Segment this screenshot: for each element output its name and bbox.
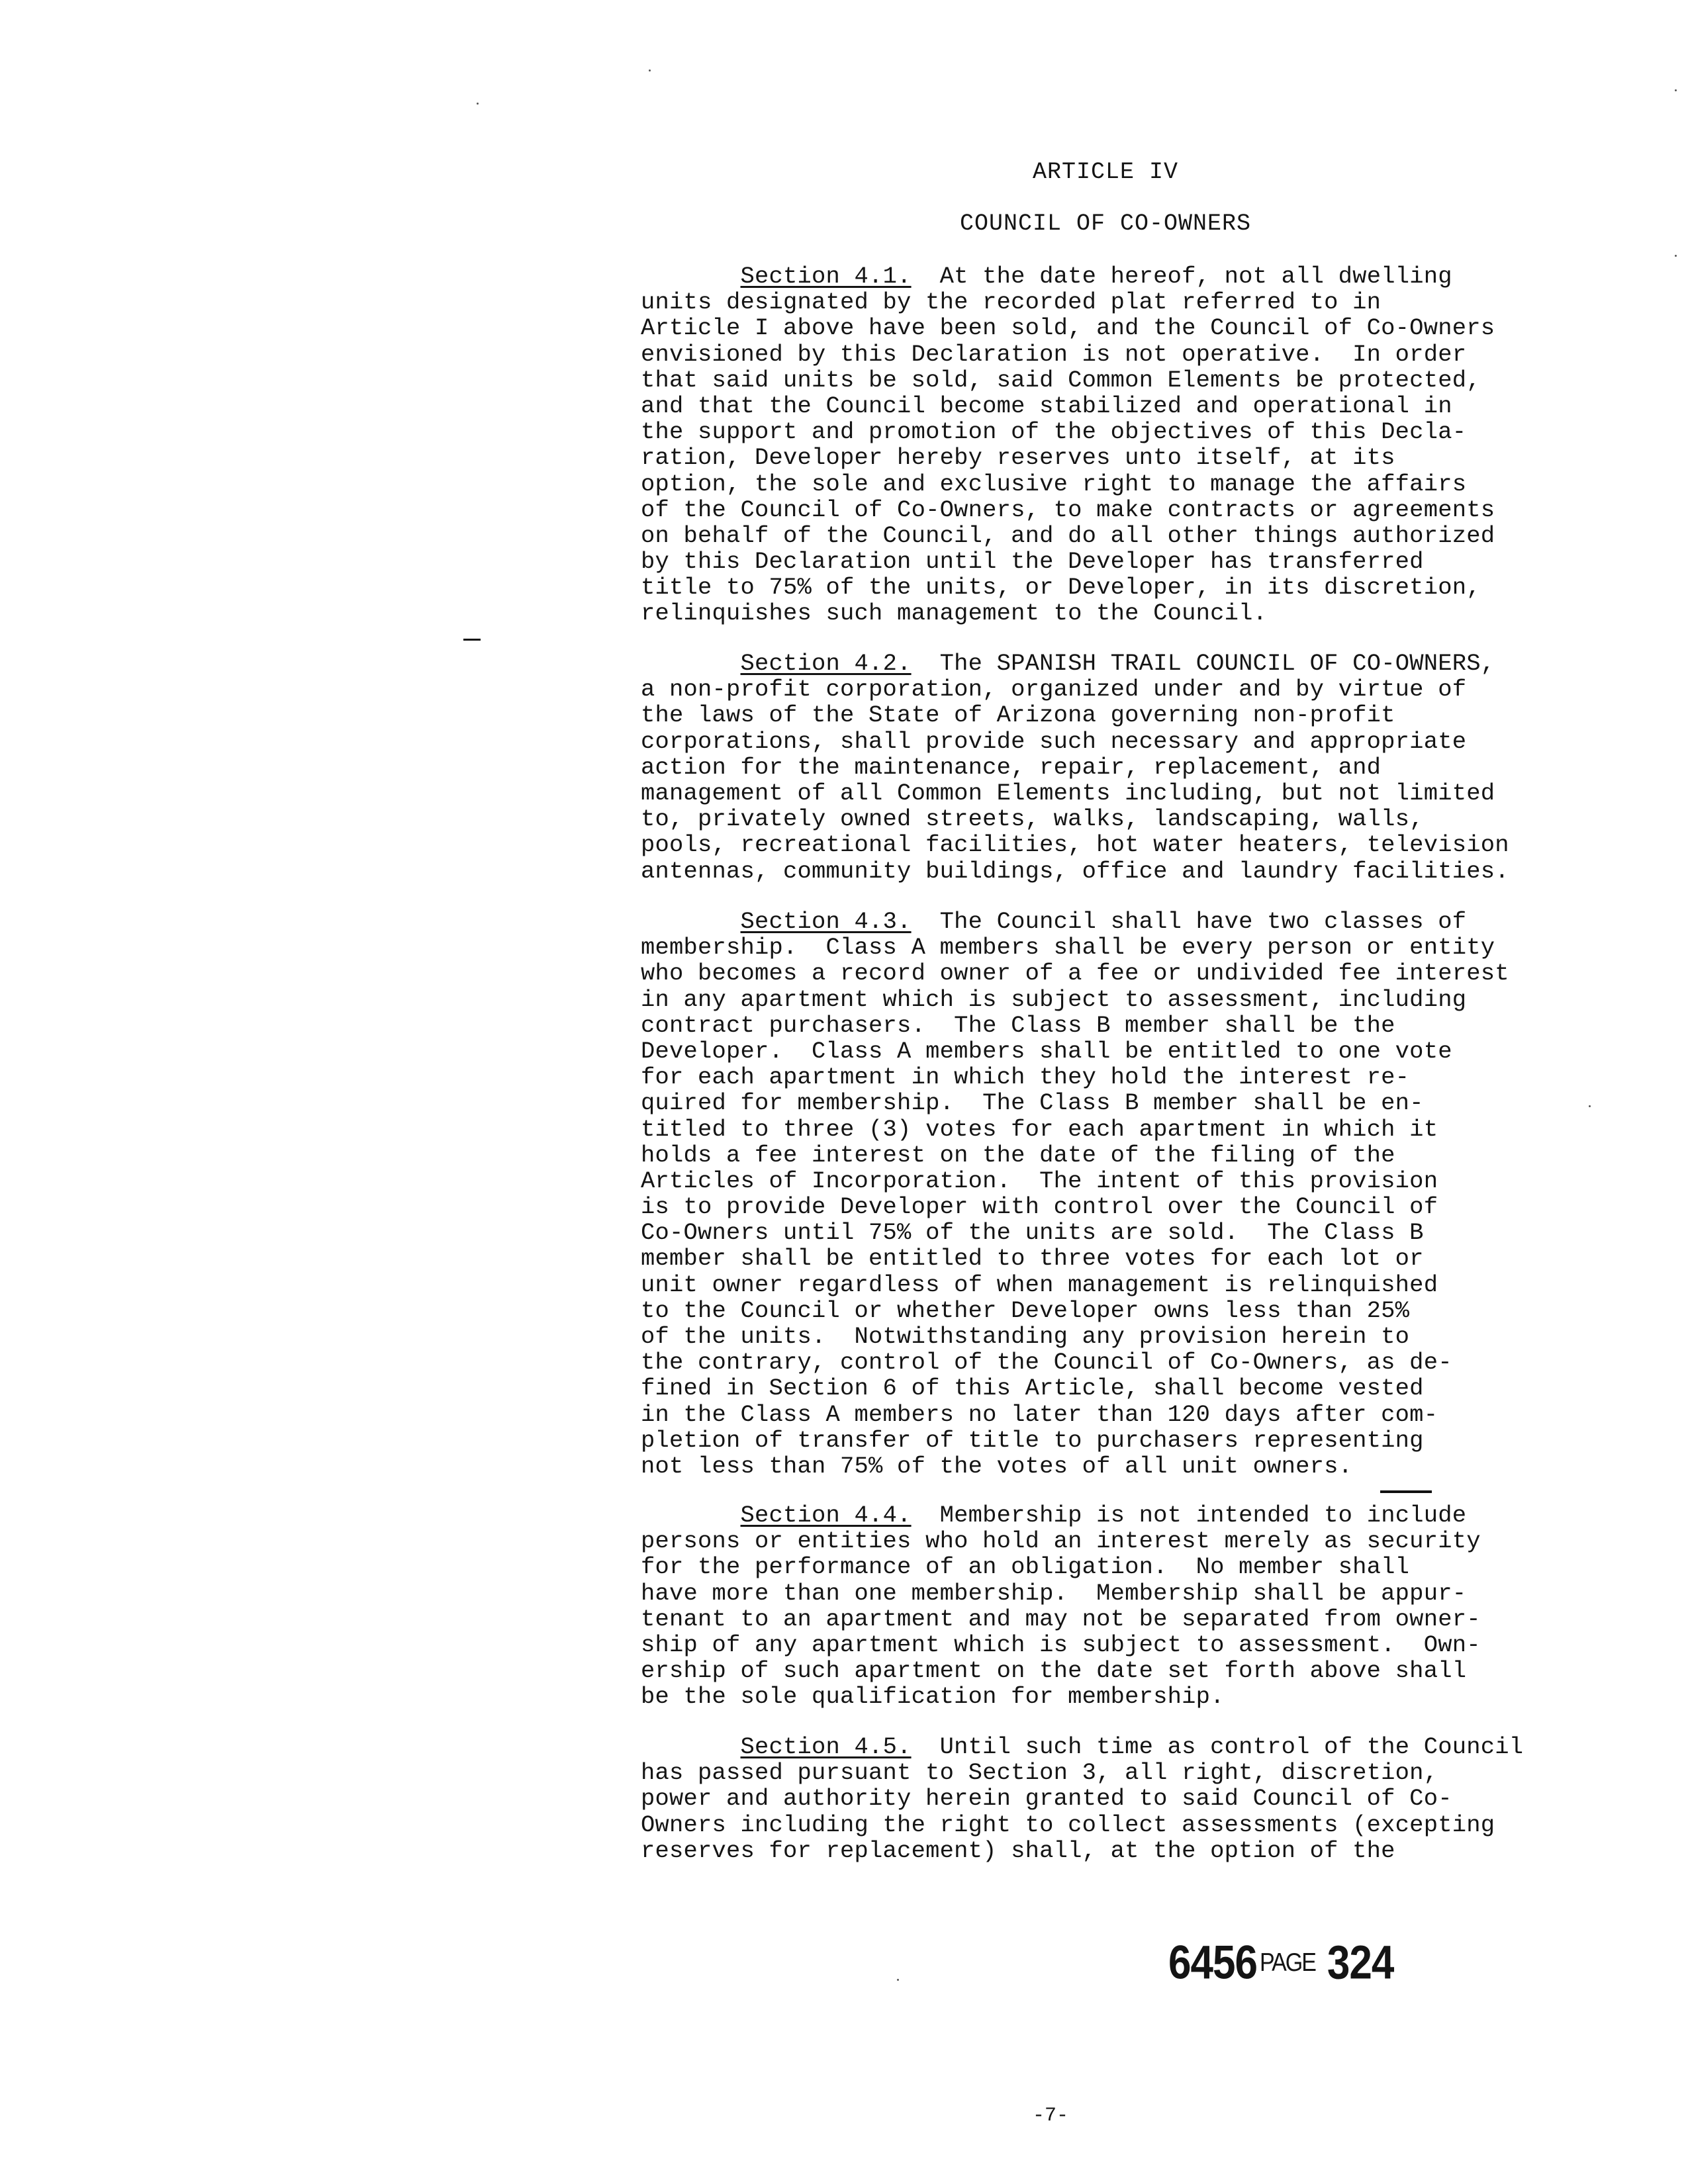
paragraph-line: action for the maintenance, repair, replacement, and — [641, 753, 1382, 781]
paragraph-line: pools, recreational facilities, hot water heaters, television — [641, 831, 1509, 859]
section-first-line-text: At the date hereof, not all dwelling — [911, 263, 1452, 290]
paragraph-line: Owners including the right to collect assessments (excepting — [641, 1811, 1495, 1839]
margin-mark — [463, 639, 481, 641]
paragraph-line: ership of such apartment on the date set forth above shall — [641, 1657, 1467, 1685]
scan-speck — [1675, 89, 1677, 91]
section-4-1 — [641, 263, 1594, 627]
paragraph-line: fined in Section 6 of this Article, shall become vested — [641, 1375, 1424, 1402]
paragraph-line: tenant to an apartment and may not be separated from owner- — [641, 1605, 1481, 1633]
paragraph-line: by this Declaration until the Developer has transferred — [641, 548, 1424, 576]
paragraph-line: for each apartment in which they hold the interest re- — [641, 1064, 1410, 1091]
stamp-word: PAGE — [1259, 1948, 1315, 1978]
paragraph-line — [641, 651, 1594, 676]
section-label: Section 4.3. — [740, 908, 912, 935]
paragraph-line: corporations, shall provide such necessary and appropriate — [641, 727, 1467, 755]
paragraph-line: not less than 75% of the votes of all unit owners. — [641, 1452, 1353, 1480]
paragraph-line: quired for membership. The Class B member shall be en- — [641, 1089, 1424, 1117]
article-heading: ARTICLE IV — [1032, 159, 1179, 185]
paragraph-line: persons or entities who hold an interest merely as security — [641, 1527, 1481, 1555]
scan-speck — [1675, 255, 1677, 257]
paragraph-line: management of all Common Elements including, but not limited — [641, 779, 1495, 807]
scan-speck — [477, 103, 479, 105]
page-number: -7- — [1033, 2105, 1069, 2127]
paragraph-line: ration, Developer hereby reserves unto itself, at its — [641, 444, 1395, 472]
paragraph-line: titled to three (3) votes for each apartment in which it — [641, 1115, 1438, 1143]
section-4-4 — [641, 1502, 1594, 1710]
paragraph-line: to, privately owned streets, walks, landscaping, walls, — [641, 805, 1424, 833]
section-label: Section 4.1. — [740, 263, 912, 290]
paragraph-line — [641, 263, 1594, 289]
paragraph-line: be the sole qualification for membership. — [641, 1683, 1225, 1711]
section-label: Section 4.2. — [740, 650, 912, 677]
paragraph-line: title to 75% of the units, or Developer, in its discretion, — [641, 574, 1481, 602]
paragraph-line: envisioned by this Declaration is not operative. In order — [641, 340, 1467, 368]
paragraph-line — [641, 1502, 1594, 1528]
paragraph-line: ship of any apartment which is subject to assessment. Own- — [641, 1631, 1481, 1659]
section-heading: COUNCIL OF CO-OWNERS — [959, 210, 1252, 237]
paragraph-line: of the Council of Co-Owners, to make contracts or agreements — [641, 496, 1495, 523]
paragraph-line: the contrary, control of the Council of Co-Owners, as de- — [641, 1349, 1452, 1377]
section-4-5 — [641, 1734, 1594, 1864]
section-first-line-text: The SPANISH TRAIL COUNCIL OF CO-OWNERS, — [911, 650, 1495, 677]
paragraph-line: units designated by the recorded plat referred to in — [641, 289, 1382, 316]
paragraph-line: in the Class A members no later than 120 days after com- — [641, 1400, 1438, 1428]
paragraph-line: Articles of Incorporation. The intent of this provision — [641, 1167, 1438, 1195]
scan-speck — [1589, 1105, 1591, 1107]
paragraph-line: reserves for replacement) shall, at the option of the — [641, 1837, 1395, 1864]
paragraph-line: on behalf of the Council, and do all other things authorized — [641, 522, 1495, 549]
paragraph-line: antennas, community buildings, office and laundry facilities. — [641, 857, 1509, 885]
paragraph-line: Developer. Class A members shall be entitled to one vote — [641, 1037, 1452, 1065]
paragraph-line: contract purchasers. The Class B member shall be the — [641, 1011, 1395, 1039]
paragraph-line: of the units. Notwithstanding any provision herein to — [641, 1323, 1410, 1350]
paragraph-line: that said units be sold, said Common Elements be protected, — [641, 366, 1481, 394]
paragraph-line: Article I above have been sold, and the Council of Co-Owners — [641, 314, 1495, 342]
section-first-line-text: The Council shall have two classes of — [911, 908, 1467, 935]
recording-page-number: 324 — [1327, 1936, 1394, 1989]
paragraph-line: membership. Class A members shall be every person or entity — [641, 934, 1495, 962]
paragraph-line: for the performance of an obligation. No member shall — [641, 1553, 1410, 1581]
paragraph-line: in any apartment which is subject to assessment, including — [641, 985, 1467, 1013]
paragraph-line: the support and promotion of the objectives of this Decla- — [641, 418, 1467, 446]
paragraph-line: who becomes a record owner of a fee or undivided fee interest — [641, 960, 1509, 987]
paragraph-line: is to provide Developer with control over the Council of — [641, 1193, 1438, 1221]
section-4-3 — [641, 909, 1594, 1479]
paragraph-line: have more than one membership. Membership shall be appur- — [641, 1579, 1467, 1607]
section-4-2 — [641, 651, 1594, 884]
paragraph-line: to the Council or whether Developer owns less than 25% — [641, 1297, 1410, 1324]
paragraph-line: and that the Council become stabilized and operational in — [641, 392, 1452, 420]
section-label: Section 4.5. — [740, 1733, 912, 1760]
paragraph-line: a non-profit corporation, organized under and by virtue of — [641, 676, 1467, 704]
paragraph-line: option, the sole and exclusive right to manage the affairs — [641, 470, 1467, 498]
section-label: Section 4.4. — [740, 1502, 912, 1529]
section-first-line-text: Until such time as control of the Council — [911, 1733, 1524, 1760]
paragraph-line — [641, 909, 1594, 934]
paragraph-line: has passed pursuant to Section 3, all right, discretion, — [641, 1759, 1438, 1787]
scan-speck — [649, 69, 651, 71]
paragraph-line: power and authority herein granted to said Council of Co- — [641, 1785, 1452, 1813]
hand-underline-mark — [1380, 1490, 1432, 1493]
book-number: 6456 — [1168, 1936, 1257, 1989]
scan-speck — [897, 1979, 899, 1981]
paragraph-line: pletion of transfer of title to purchasers representing — [641, 1426, 1424, 1454]
recording-stamp — [1168, 1936, 1393, 1990]
section-first-line-text: Membership is not intended to include — [911, 1502, 1467, 1529]
paragraph-line: holds a fee interest on the date of the filing of the — [641, 1141, 1395, 1169]
paragraph-line — [641, 1734, 1594, 1760]
paragraph-line: the laws of the State of Arizona governing non-profit — [641, 702, 1395, 729]
paragraph-line: relinquishes such management to the Council. — [641, 600, 1268, 627]
paragraph-line: Co-Owners until 75% of the units are sold. The Class B — [641, 1219, 1424, 1247]
paragraph-line: member shall be entitled to three votes for each lot or — [641, 1245, 1424, 1273]
paragraph-line: unit owner regardless of when management is relinquished — [641, 1271, 1438, 1298]
